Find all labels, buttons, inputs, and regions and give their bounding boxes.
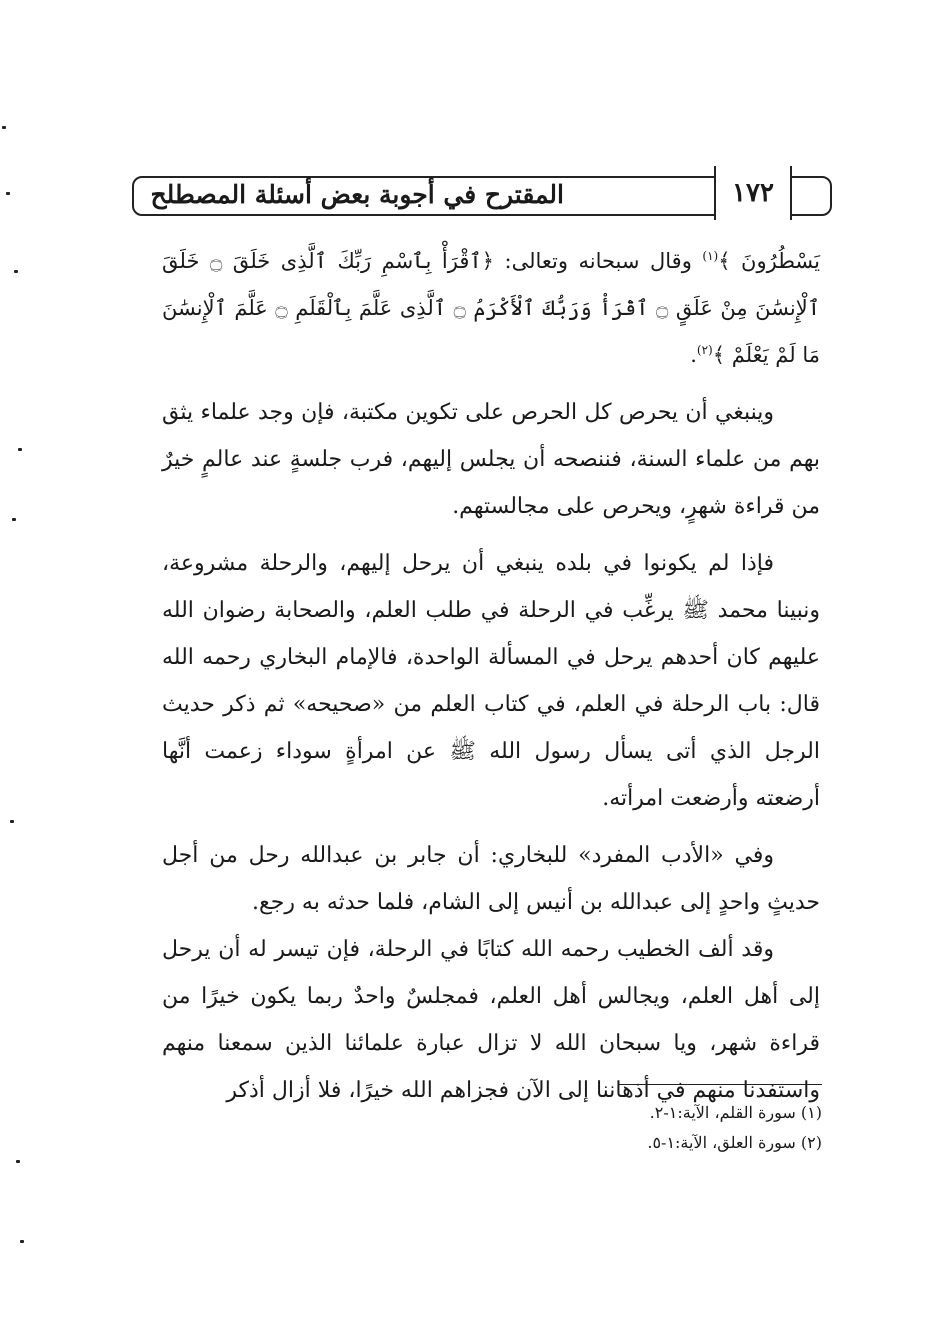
body-text [162, 238, 820, 1114]
scan-speck [16, 1160, 20, 1163]
scan-speck [12, 518, 16, 521]
footnote-ref-2: (٢) [696, 343, 713, 357]
page-number: ١٧٢ [732, 178, 774, 208]
paragraph-library: وينبغي أن يحرص كل الحرص على تكوين مكتبة، فإن وجد علماء يثق بهم من علماء السنة، فننصحه أن يجلس إليهم، فرب جلسةٍ عند عالمٍ خيرٌ من قراءة شهرٍ، ويحرص على مجالستهم. [162, 400, 820, 519]
footnotes [420, 1098, 822, 1158]
scan-speck [20, 1240, 24, 1243]
footnote-1: (١) سورة القلم، الآية:١-٢. [649, 1103, 822, 1122]
footnote-separator [618, 1084, 822, 1085]
header-title: المقترح في أجوبة بعض أسئلة المصطلح [150, 180, 564, 209]
verse-fragment: يَسْطُرُونَ ﴾ [718, 249, 820, 273]
page-number-box [714, 166, 792, 220]
paragraph-khatib: وقد ألف الخطيب رحمه الله كتابًا في الرحلة، فإن تيسر له أن يرحل إلى أهل العلم، ويجالس أهل العلم، فمجلسٌ واحدٌ ربما يكون خيرًا من قراءة شهر، ويا سبحان الله لا تزال عبارة علمائنا الذين سمعنا منهم واستفدنا منهم في أذهاننا إلى الآن فجزاهم الله خيرًا، فلا أزال أذكر [162, 937, 820, 1103]
scan-speck [2, 126, 6, 129]
quran-verse-block: يَسْطُرُونَ ﴾$^{(١)}$ وقال سبحانه وتعالى: ﴿ٱقْرَأْ بِٱسْمِ رَبِّكَ ٱلَّذِى خَلَقَ ۝ خَلَقَ ٱلْإِنسَٰنَ مِنْ عَلَقٍ ۝ ٱقْرَأْ وَرَبُّكَ ٱلْأَكْرَمُ ۝ ٱلَّذِى عَلَّمَ بِٱلْقَلَمِ ۝ عَلَّمَ ٱلْإِنسَٰنَ مَا لَمْ يَعْلَمْ ﴾$^{(٢)}$. [162, 249, 820, 367]
scan-speck [10, 820, 14, 823]
scan-speck [6, 192, 10, 195]
footnote-2: (٢) سورة العلق، الآية:١-٥. [647, 1133, 822, 1152]
paragraph-travel: فإذا لم يكونوا في بلده ينبغي أن يرحل إليهم، والرحلة مشروعة، ونبينا محمد ﷺ يرغِّب في الرحلة في طلب العلم، والصحابة رضوان الله عليهم كان أحدهم يرحل في المسألة الواحدة، فالإمام البخاري رحمه الله قال: باب الرحلة في العلم، في كتاب العلم من «صحيحه» ثم ذكر حديث الرجل الذي أتى يسأل رسول الله ﷺ عن امرأةٍ سوداء زعمت أنَّها أرضعته وأرضعت امرأته. [162, 551, 820, 811]
scan-speck [18, 448, 22, 451]
paragraph-adab-mufrad: وفي «الأدب المفرد» للبخاري: أن جابر بن عبدالله رحل من أجل حديثٍ واحدٍ إلى عبدالله بن أنيس إلى الشام، فلما حدثه به رجع. [162, 843, 820, 915]
verse-quote: وقال سبحانه وتعالى: ﴿ٱقْرَأْ بِٱسْمِ رَبِّكَ ٱلَّذِى خَلَقَ ۝ خَلَقَ ٱلْإِنسَٰنَ مِنْ عَلَقٍ ۝ ٱقْرَأْ وَرَبُّكَ ٱلْأَكْرَمُ ۝ ٱلَّذِى عَلَّمَ بِٱلْقَلَمِ ۝ عَلَّمَ ٱلْإِنسَٰنَ مَا لَمْ يَعْلَمْ ﴾ [162, 249, 820, 367]
footnote-ref-1: (١) [702, 249, 719, 263]
scan-speck [14, 270, 18, 273]
running-header [132, 176, 832, 220]
